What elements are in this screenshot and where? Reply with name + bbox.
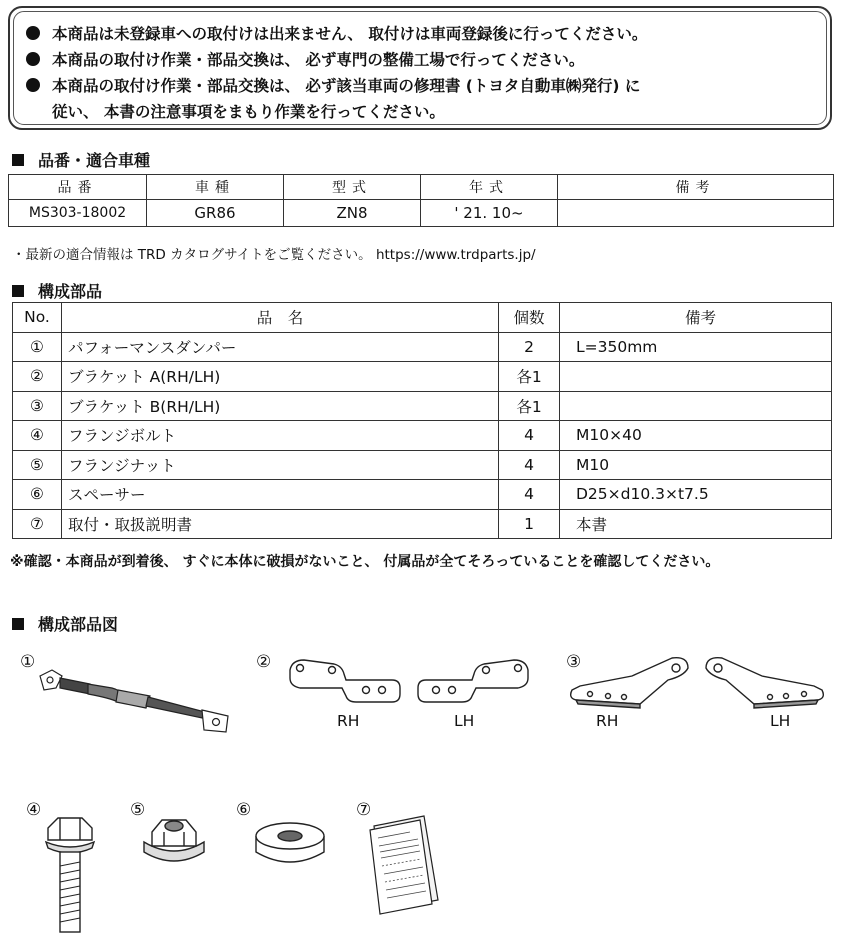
- table-header-row: [9, 175, 834, 200]
- bullet-icon: [26, 26, 40, 40]
- notice-line-3: 本商品の取付け作業・部品交換は、 必ず該当車両の修理書 (トヨタ自動車㈱発行) に: [26, 74, 640, 96]
- cell-remarks: [558, 200, 834, 227]
- bullet-icon: [26, 52, 40, 66]
- spacer-icon: [256, 823, 324, 862]
- header-cell: 年式: [421, 175, 558, 200]
- parts-section-title: 構成部品: [12, 279, 102, 302]
- table-header-row: [13, 303, 832, 333]
- manual-icon: [370, 816, 438, 914]
- cell-model-code: ZN8: [284, 200, 421, 227]
- part-number-4: ④: [26, 800, 42, 820]
- performance-damper-icon: [40, 670, 228, 732]
- table-row: ③ ブラケット B(RH/LH) 各1: [13, 391, 832, 421]
- flange-bolt-icon: [46, 818, 94, 932]
- header-cell: 個数: [499, 303, 560, 333]
- notice-line-2: 本商品の取付け作業・部品交換は、 必ず専門の整備工場で行ってください。: [26, 48, 584, 70]
- table-row: ⑥ スペーサー 4 D25×d10.3×t7.5: [13, 480, 832, 510]
- header-cell: 車種: [147, 175, 284, 200]
- header-cell: No.: [13, 303, 62, 333]
- confirmation-note: ※確認・本商品が到着後、 すぐに本体に破損がないこと、 付属品が全てそろっていることを確認してください。: [10, 554, 720, 570]
- bracket-a-lh-label: LH: [454, 712, 475, 730]
- bracket-b-rh-icon: [571, 658, 688, 708]
- cell-year: ' 21. 10~: [421, 200, 558, 227]
- part-number-3: ③: [566, 652, 582, 672]
- bracket-b-lh-label: LH: [770, 712, 791, 730]
- part-number-7: ⑦: [356, 800, 372, 820]
- bracket-a-rh-label: RH: [337, 712, 360, 730]
- bracket-a-rh-icon: [290, 660, 400, 702]
- notice-box: [8, 6, 832, 130]
- table-row: ② ブラケット A(RH/LH) 各1: [13, 362, 832, 392]
- cell-part-number: MS303-18002: [9, 200, 147, 227]
- fitment-table: [8, 174, 834, 227]
- part-number-5: ⑤: [130, 800, 146, 820]
- part-number-6: ⑥: [236, 800, 252, 820]
- part-number-1: ①: [20, 652, 36, 672]
- header-cell: 品番: [9, 175, 147, 200]
- cell-vehicle: GR86: [147, 200, 284, 227]
- bracket-b-rh-label: RH: [596, 712, 619, 730]
- table-row: ⑤ フランジナット 4 M10: [13, 450, 832, 480]
- part-number-2: ②: [256, 652, 272, 672]
- table-row: [9, 200, 834, 227]
- header-cell: 品 名: [62, 303, 499, 333]
- square-bullet-icon: [12, 285, 24, 297]
- header-cell: 型式: [284, 175, 421, 200]
- table-row: ① パフォーマンスダンパー 2 L=350mm: [13, 332, 832, 362]
- fitment-section-title: 品番・適合車種: [12, 148, 150, 171]
- catalog-note: ・最新の適合情報は TRD カタログサイトをご覧ください。 https://www.trdparts.jp/: [12, 247, 536, 263]
- notice-line-4: 従い、 本書の注意事項をまもり作業を行ってください。: [52, 103, 445, 121]
- table-row: ④ フランジボルト 4 M10×40: [13, 421, 832, 451]
- bullet-icon: [26, 78, 40, 92]
- header-cell: 備考: [558, 175, 834, 200]
- parts-table: [12, 302, 832, 539]
- parts-diagram: [0, 640, 842, 944]
- diagram-section-title: 構成部品図: [12, 612, 118, 635]
- bracket-a-lh-icon: [418, 660, 528, 702]
- header-cell: 備考: [560, 303, 832, 333]
- table-row: ⑦ 取付・取扱説明書 1 本書: [13, 509, 832, 539]
- notice-line-1: 本商品は未登録車への取付けは出来ません、 取付けは車両登録後に行ってください。: [26, 22, 647, 44]
- bracket-b-lh-icon: [706, 658, 823, 708]
- flange-nut-icon: [144, 820, 204, 861]
- square-bullet-icon: [12, 618, 24, 630]
- square-bullet-icon: [12, 154, 24, 166]
